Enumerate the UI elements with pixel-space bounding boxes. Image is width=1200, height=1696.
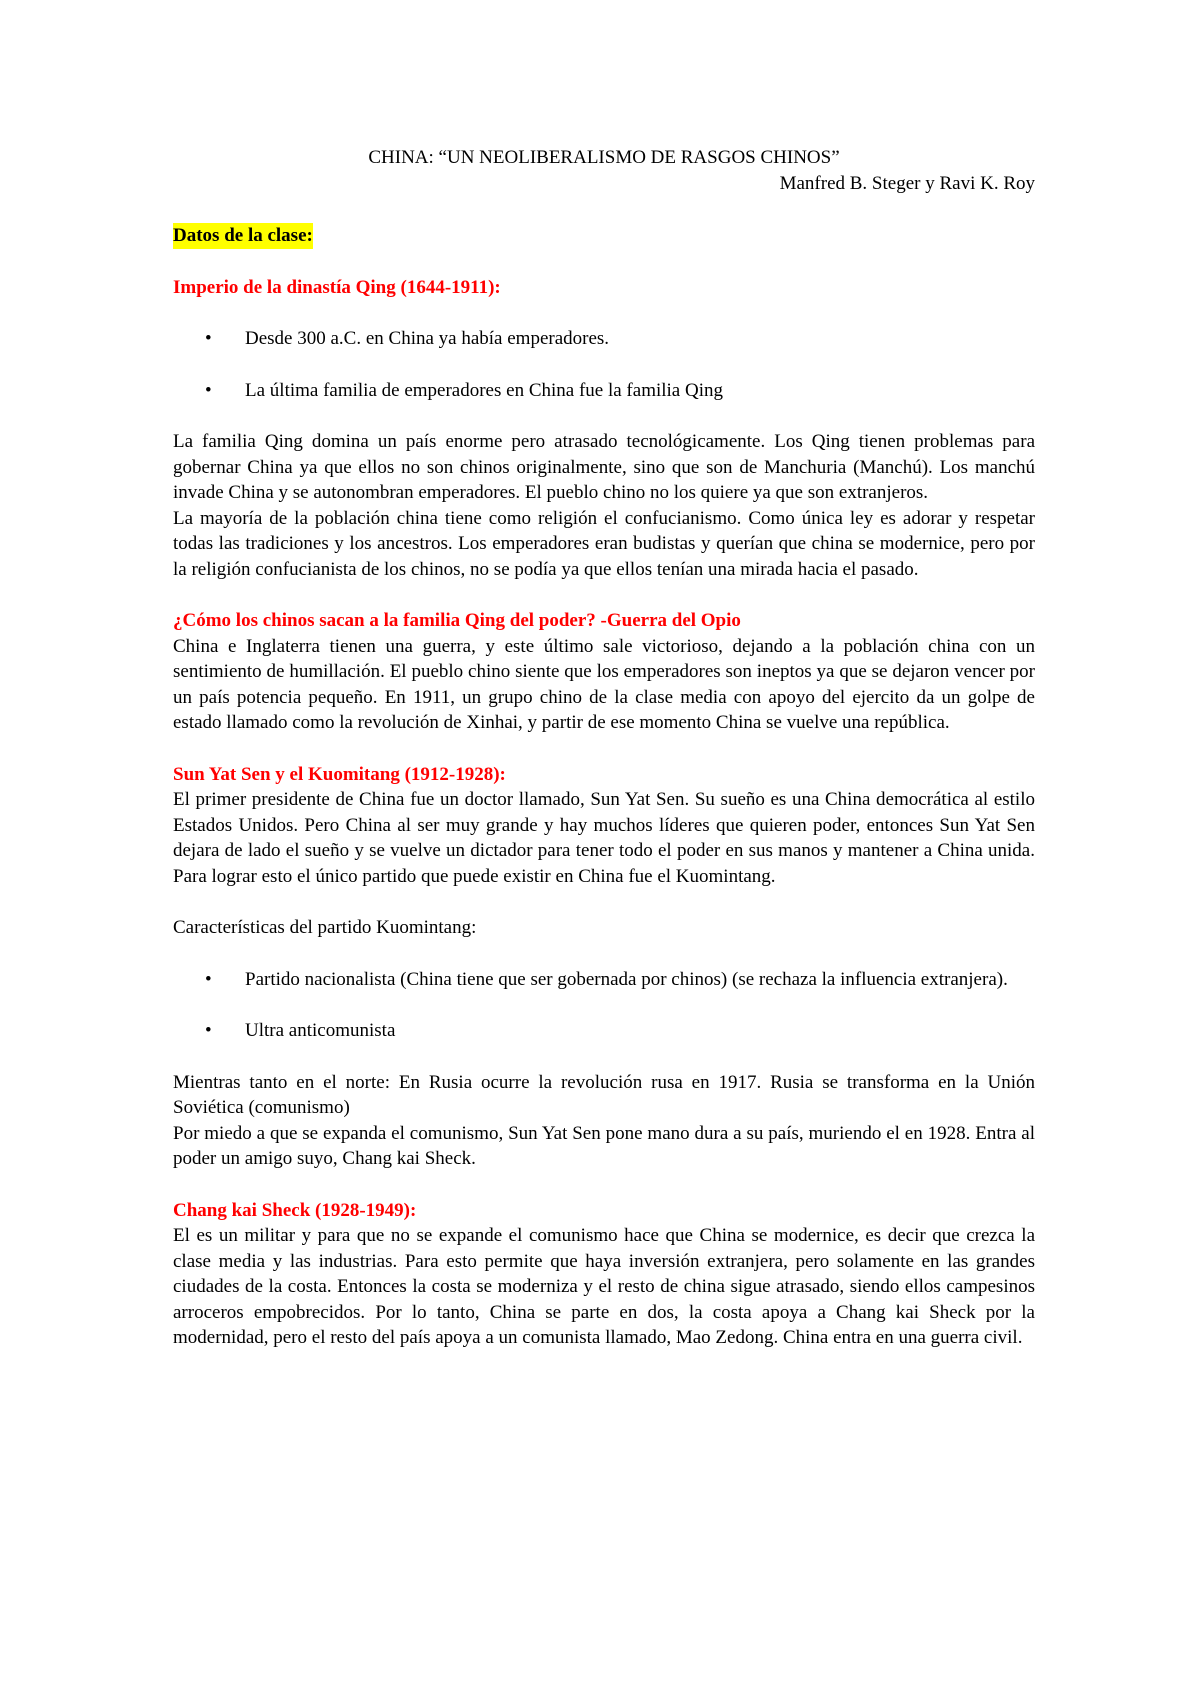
list-item-text: Partido nacionalista (China tiene que ser gobernada por chinos) (se rechaza la influencia extranjera).: [245, 968, 1008, 990]
opium-war-heading: ¿Cómo los chinos sacan a la familia Qing del poder? -Guerra del Opio: [173, 610, 741, 631]
class-data-heading: Datos de la clase:: [173, 223, 313, 249]
list-item: [173, 378, 1035, 404]
document-title: CHINA: “UN NEOLIBERALISMO DE RASGOS CHINOS”: [368, 147, 840, 168]
chang-kai-sheck-heading: Chang kai Sheck (1928-1949):: [173, 1199, 417, 1221]
bullet-icon: •: [205, 328, 212, 349]
bullet-icon: •: [205, 379, 212, 401]
list-item-text: Desde 300 a.C. en China ya había emperadores.: [245, 328, 610, 349]
sun-yat-sen-heading: Sun Yat Sen y el Kuomitang (1912-1928):: [173, 763, 506, 785]
sun-yat-sen-paragraph: El primer presidente de China fue un doctor llamado, Sun Yat Sen. Su sueño es una China democrática al estilo Estados Unidos. Pero China al ser muy grande y hay muchos líderes que quieren poder, entonces Sun Yat Sen dejara de lado el sueño y se vuelve un dictador para tener todo el poder en sus manos y mantener a China unida. Para lograr esto el único partido que puede existir en China fue el Kuomintang.: [173, 789, 1035, 887]
chang-kai-sheck-paragraph: El es un militar y para que no se expande el comunismo hace que China se modernice, es decir que crezca la clase media y las industrias. Para esto permite que haya inversión extranjera, pero solamente en las grandes ciudades de la costa. Entonces la costa se moderniza y el resto de china sigue atrasado, siendo ellos campesinos arroceros empobrecidos. Por lo tanto, China se parte en dos, la costa apoya a Chang kai Sheck por la modernidad, pero el resto del país apoya a un comunista llamado, Mao Zedong. China entra en una guerra civil.: [173, 1225, 1035, 1348]
document-page: [173, 145, 1035, 1351]
list-item: [173, 967, 1035, 993]
qing-paragraph-2: La mayoría de la población china tiene como religión el confucianismo. Como única ley es adorar y respetar todas las tradiciones y los ancestros. Los emperadores eran budistas y querían que china se modernice, pero por la religión confucianista de los chinos, no se podía ya que ellos tenían una mirada hacia el pasado.: [173, 507, 1035, 580]
sun-yat-sen-death-paragraph: Por miedo a que se expanda el comunismo, Sun Yat Sen pone mano dura a su país, muriendo el en 1928. Entra al poder un amigo suyo, Chang kai Sheck.: [173, 1122, 1035, 1169]
list-item-text: Ultra anticomunista: [245, 1020, 396, 1041]
list-item: [173, 326, 1035, 352]
russia-paragraph: Mientras tanto en el norte: En Rusia ocurre la revolución rusa en 1917. Rusia se transforma en la Unión Soviética (comunismo): [173, 1071, 1035, 1118]
list-item-text: La última familia de emperadores en China fue la familia Qing: [245, 379, 723, 401]
qing-heading: Imperio de la dinastía Qing (1644-1911):: [173, 276, 501, 298]
opium-war-paragraph: China e Inglaterra tienen una guerra, y este último sale victorioso, dejando a la población china con un sentimiento de humillación. El pueblo chino siente que los emperadores son ineptos ya que se dejaron vencer por un país potencia pequeño. En 1911, un grupo chino de la clase media con apoyo del ejercito da un golpe de estado llamado como la revolución de Xinhai, y partir de ese momento China se vuelve una república.: [173, 635, 1035, 733]
bullet-icon: •: [205, 968, 212, 990]
kuomintang-bullet-list: [173, 967, 1035, 1044]
list-item: [173, 1018, 1035, 1044]
qing-bullet-list: [173, 326, 1035, 403]
qing-paragraph-1: La familia Qing domina un país enorme pero atrasado tecnológicamente. Los Qing tienen problemas para gobernar China ya que ellos no son chinos originalmente, sino que son de Manchuria (Manchú). Los manchú invade China y se autonombran emperadores. El pueblo chino no los quiere ya que son extranjeros.: [173, 431, 1035, 503]
kuomintang-characteristics-intro: Características del partido Kuomintang:: [173, 917, 477, 938]
bullet-icon: •: [205, 1020, 212, 1041]
document-authors: Manfred B. Steger y Ravi K. Roy: [779, 172, 1035, 194]
